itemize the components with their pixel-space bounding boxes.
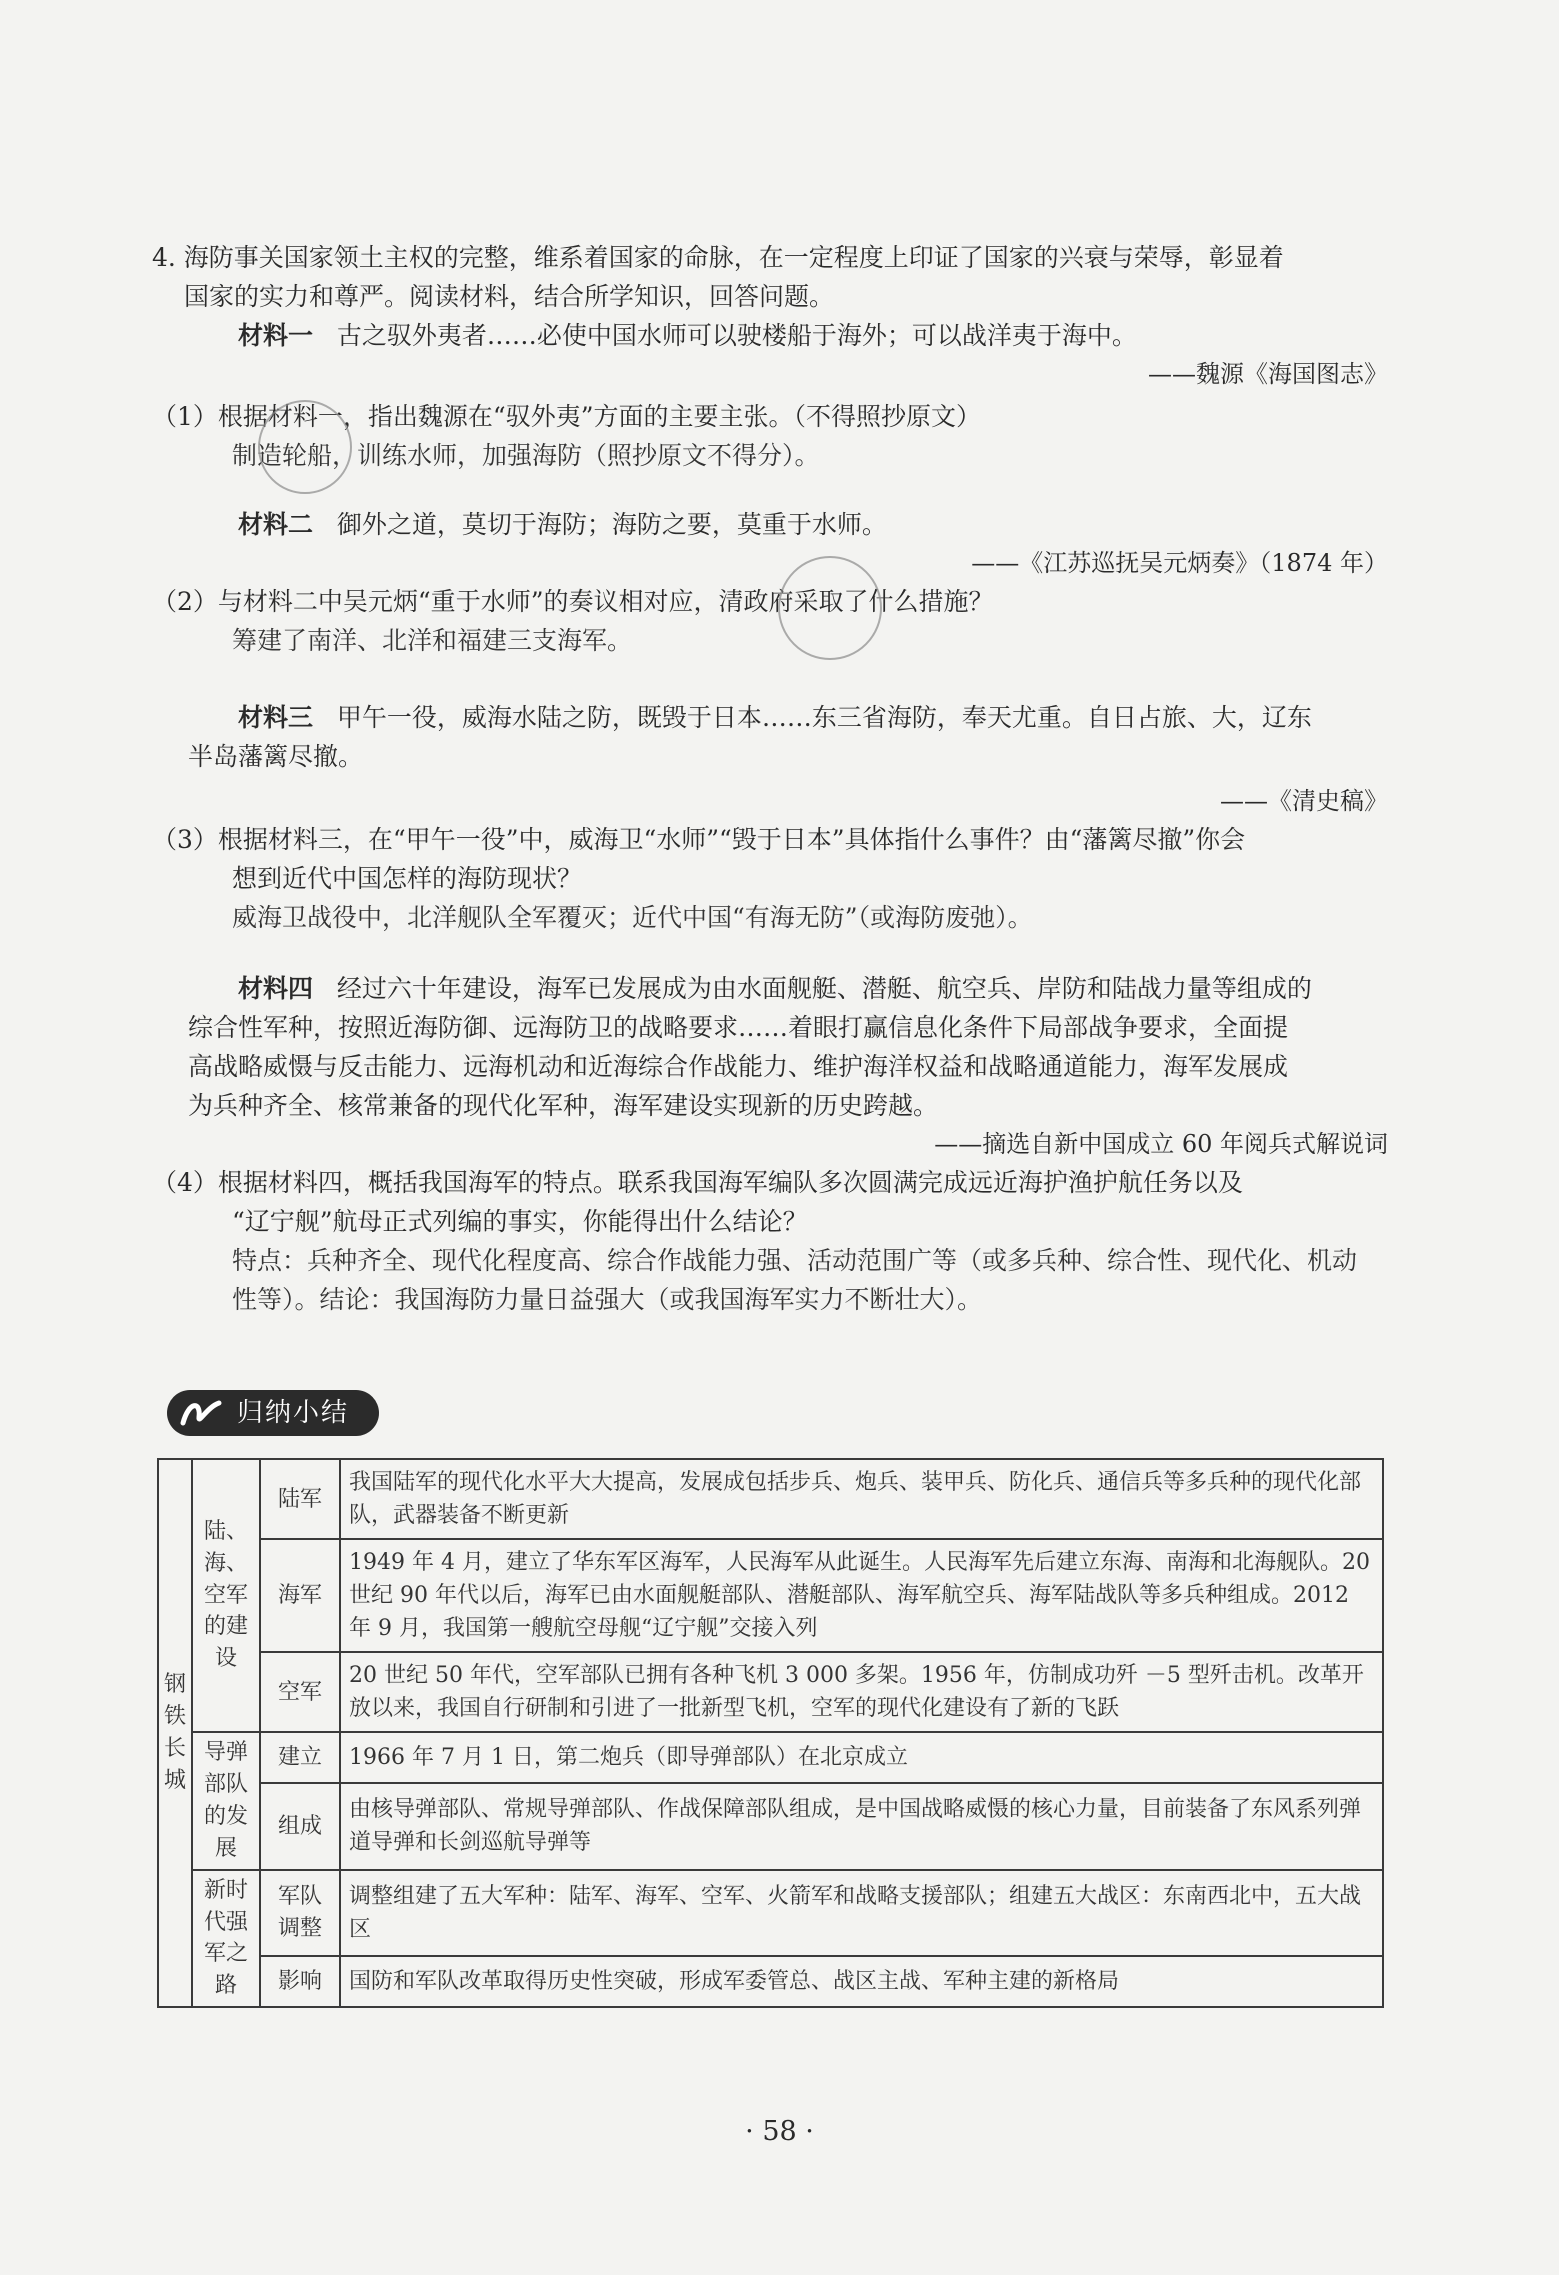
material4-text-line3: 高战略威慑与反击能力、远海机动和近海综合作战能力、维护海洋权益和战略通道能力，海军发展成 — [188, 1052, 1289, 1081]
q1-answer: 制造轮船，训练水师，加强海防（照抄原文不得分）。 — [232, 441, 820, 470]
q4-answer-line2: 性等）。结论：我国海防力量日益强大（或我国海军实力不断壮大）。 — [232, 1285, 983, 1314]
row-label: 空军 — [260, 1652, 340, 1732]
material3-text-line1: 甲午一役，威海水陆之防，既毁于日本……东三省海防，奉天尤重。自日占旅、大，辽东 — [336, 703, 1312, 732]
q2-answer: 筹建了南洋、北洋和福建三支海军。 — [232, 626, 633, 655]
question-4 — [152, 238, 1388, 1319]
material2 — [152, 505, 1388, 544]
group-cell-new-era: 新时代强军之路 — [192, 1870, 260, 2008]
q4-text-line1: （4）根据材料四，概括我国海军的特点。联系我国海军编队多次圆满完成远近海护渔护航任务以及 — [152, 1168, 1243, 1197]
material3-text-line2: 半岛藩篱尽撤。 — [188, 742, 364, 771]
question-intro-line1: 4. 海防事关国家领土主权的完整，维系着国家的命脉，在一定程度上印证了国家的兴衰与荣辱，彰显着 — [152, 243, 1284, 272]
table-row — [158, 1652, 1383, 1732]
material3-label: 材料三 — [238, 703, 314, 732]
row-label: 组成 — [260, 1783, 340, 1870]
watermark-stamp — [258, 400, 352, 494]
row-label: 影响 — [260, 1956, 340, 2007]
material2-text: 御外之道，莫切于海防；海防之要，莫重于水师。 — [336, 510, 887, 539]
material1-source: ——魏源《海国图志》 — [1148, 360, 1388, 388]
q1-text: （1）根据材料一，指出魏源在“驭外夷”方面的主要主张。（不得照抄原文） — [152, 402, 981, 431]
material3-line1 — [152, 698, 1388, 737]
table-row — [158, 1956, 1383, 2007]
row-label: 军队调整 — [260, 1870, 340, 1957]
group-cell-missile: 导弹部队的发展 — [192, 1732, 260, 1870]
watermark-stamp — [778, 556, 882, 660]
swoosh-icon — [179, 1397, 225, 1429]
row-text: 1966 年 7 月 1 日，第二炮兵（即导弹部队）在北京成立 — [340, 1732, 1383, 1783]
main-category-cell: 钢铁长城 — [158, 1459, 192, 2007]
material4-text-line4: 为兵种齐全、核常兼备的现代化军种，海军建设实现新的历史跨越。 — [188, 1091, 939, 1120]
material4-text-line2: 综合性军种，按照近海防御、远海防卫的战略要求……着眼打赢信息化条件下局部战争要求，全面提 — [188, 1013, 1289, 1042]
table-row — [158, 1539, 1383, 1652]
material1-text: 古之驭外夷者……必使中国水师可以驶楼船于海外；可以战洋夷于海中。 — [336, 321, 1137, 350]
row-text: 我国陆军的现代化水平大大提高，发展成包括步兵、炮兵、装甲兵、防化兵、通信兵等多兵种的现代化部队，武器装备不断更新 — [340, 1459, 1383, 1539]
group-cell-armed-forces: 陆、海、空军的建设 — [192, 1459, 260, 1732]
material2-source: ——《江苏巡抚吴元炳奏》（1874 年） — [971, 549, 1388, 577]
material4-source: ——摘选自新中国成立 60 年阅兵式解说词 — [934, 1130, 1388, 1158]
material4-line1 — [152, 969, 1388, 1008]
table-row — [158, 1732, 1383, 1783]
table-row — [158, 1459, 1383, 1539]
table-row — [158, 1783, 1383, 1870]
q4-answer-line1: 特点：兵种齐全、现代化程度高、综合作战能力强、活动范围广等（或多兵种、综合性、现代化、机动 — [232, 1246, 1358, 1275]
page-number: · 58 · — [745, 2116, 814, 2147]
row-label: 海军 — [260, 1539, 340, 1652]
row-label: 建立 — [260, 1732, 340, 1783]
row-text: 国防和军队改革取得历史性突破，形成军委管总、战区主战、军种主建的新格局 — [340, 1956, 1383, 2007]
material2-label: 材料二 — [238, 510, 314, 539]
row-text: 20 世纪 50 年代，空军部队已拥有各种飞机 3 000 多架。1956 年，仿制成功歼 －5 型歼击机。改革开放以来，我国自行研制和引进了一批新型飞机，空军的现代化建设有了新的飞跃 — [340, 1652, 1383, 1732]
material1-label: 材料一 — [238, 321, 314, 350]
q2-text: （2）与材料二中吴元炳“重于水师”的奏议相对应，清政府采取了什么措施？ — [152, 587, 994, 616]
q4-text-line2: “辽宁舰”航母正式列编的事实，你能得出什么结论？ — [232, 1207, 808, 1236]
summary-table — [157, 1458, 1384, 2008]
table-row — [158, 1870, 1383, 1957]
summary-header — [167, 1390, 379, 1436]
material4-label: 材料四 — [238, 974, 314, 1003]
row-text: 由核导弹部队、常规导弹部队、作战保障部队组成，是中国战略威慑的核心力量，目前装备了东风系列弹道导弹和长剑巡航导弹等 — [340, 1783, 1383, 1870]
material4-text-line1: 经过六十年建设，海军已发展成为由水面舰艇、潜艇、航空兵、岸防和陆战力量等组成的 — [336, 974, 1312, 1003]
row-text: 1949 年 4 月，建立了华东军区海军，人民海军从此诞生。人民海军先后建立东海、南海和北海舰队。20 世纪 90 年代以后，海军已由水面舰艇部队、潜艇部队、海军航空兵、海军陆战队等多兵种组成。2012 年 9 月，我国第一艘航空母舰“辽宁舰”交接入列 — [340, 1539, 1383, 1652]
row-label: 陆军 — [260, 1459, 340, 1539]
q3-text-line1: （3）根据材料三，在“甲午一役”中，威海卫“水师”“毁于日本”具体指什么事件？由“藩篱尽撤”你会 — [152, 825, 1246, 854]
row-text: 调整组建了五大军种：陆军、海军、空军、火箭军和战略支援部队；组建五大战区：东南西北中，五大战区 — [340, 1870, 1383, 1957]
q3-text-line2: 想到近代中国怎样的海防现状？ — [232, 864, 583, 893]
question-intro-line2: 国家的实力和尊严。阅读材料，结合所学知识，回答问题。 — [184, 282, 835, 311]
material1 — [152, 316, 1388, 355]
material3-source: ——《清史稿》 — [1220, 787, 1388, 815]
q3-answer: 威海卫战役中，北洋舰队全军覆灭；近代中国“有海无防”（或海防废弛）。 — [232, 903, 1033, 932]
summary-title: 归纳小结 — [237, 1398, 350, 1428]
